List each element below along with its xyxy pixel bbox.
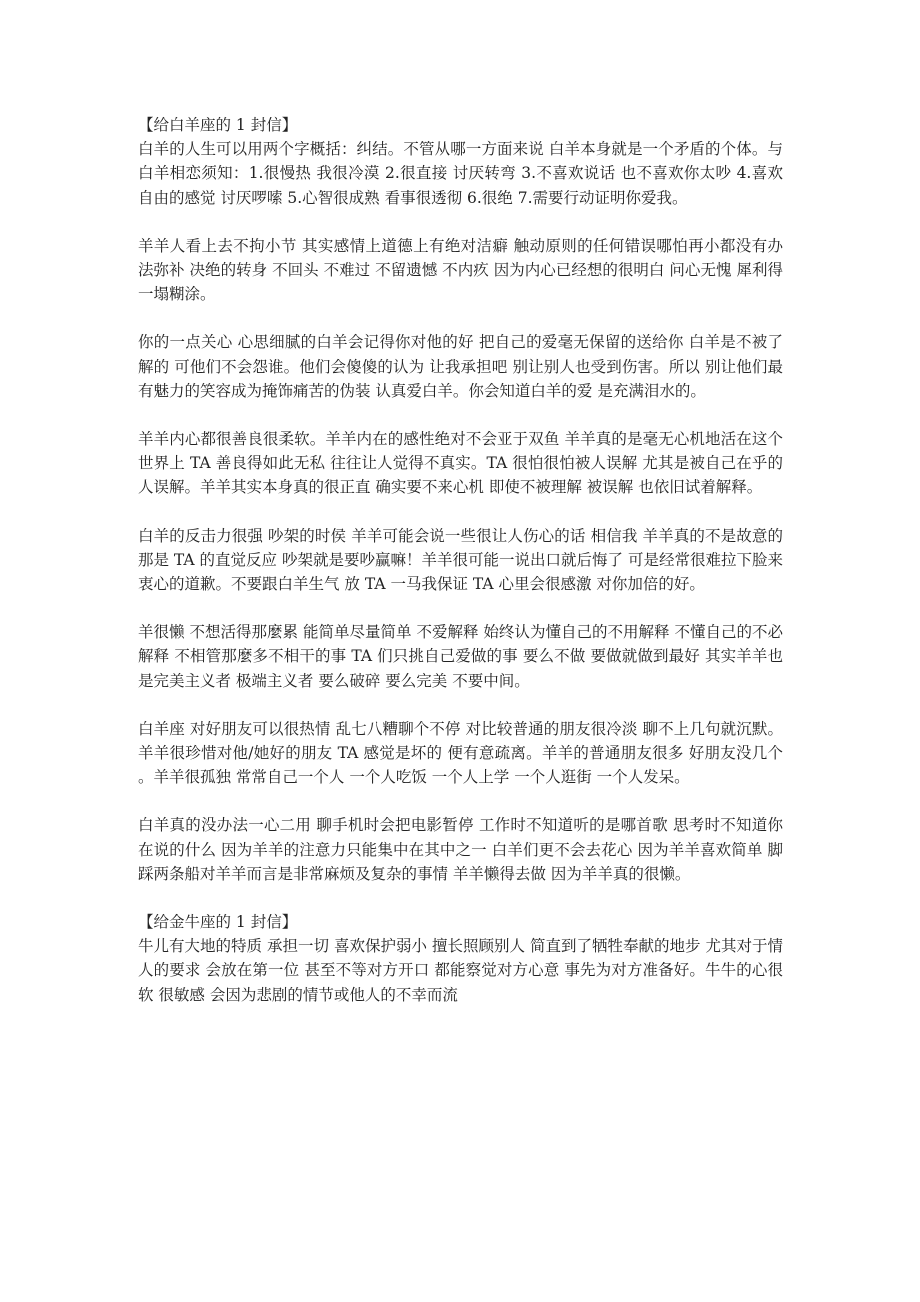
document-page	[138, 113, 783, 1007]
paragraph: 白羊真的没办法一心二用 聊手机时会把电影暂停 工作时不知道听的是哪首歌 思考时不知道你在说的什么 因为羊羊的注意力只能集中在其中之一 白羊们更不会去花心 因为羊羊喜欢简单 脚踩两条船对羊羊而言是非常麻烦及复杂的事情 羊羊懒得去做 因为羊羊真的很懒。	[138, 816, 783, 883]
paragraph: 白羊的反击力很强 吵架的时侯 羊羊可能会说一些很让人伤心的话 相信我 羊羊真的不是故意的 那是 TA 的直觉反应 吵架就是要吵赢嘛！羊羊很可能一说出口就后悔了 可是经常很难拉下脸来 衷心的道歉。不要跟白羊生气 放 TA 一马我保证 TA 心里会很感激 对你加倍的好。	[138, 526, 783, 594]
paragraph: 羊羊人看上去不拘小节 其实感情上道德上有绝对洁癖 触动原则的任何错误哪怕再小都没有办法弥补 决绝的转身 不回头 不难过 不留遗憾 不内疚 因为内心已经想的很明白 问心无愧 犀利得一塌糊涂。	[138, 236, 783, 304]
section-heading-taurus: 【给金牛座的 1 封信】	[138, 913, 298, 932]
section-heading-aries: 【给白羊座的 1 封信】	[138, 116, 298, 134]
paragraph: 羊很懒 不想活得那麼累 能简单尽量简单 不爱解释 始终认为懂自己的不用解释 不懂自己的不必解释 不相管那麼多不相干的事 TA 们只挑自己爱做的事 要么不做 要做就做到最好 其实羊羊也是完美主义者 极端主义者 要么破碎 要么完美 不要中间。	[138, 623, 783, 690]
paragraph: 你的一点关心 心思细腻的白羊会记得你对他的好 把自己的爱毫无保留的送给你 白羊是不被了解的 可他们不会怨谁。他们会傻傻的认为 让我承担吧 别让别人也受到伤害。所以 别让他们最有魅力的笑容成为掩饰痛苦的伪装 认真爱白羊。你会知道白羊的爱 是充满泪水的。	[138, 333, 783, 400]
paragraph: 白羊的人生可以用两个字概括：纠结。不管从哪一方面来说 白羊本身就是一个矛盾的个体。与白羊相恋须知：1.很慢热 我很冷漠 2.很直接 讨厌转弯 3.不喜欢说话 也不喜欢你太吵 4.喜欢自由的感觉 讨厌啰嗦 5.心智很成熟 看事很透彻 6.很绝 7.需要行动证明你爱我。	[138, 140, 783, 207]
paragraph: 牛儿有大地的特质 承担一切 喜欢保护弱小 擅长照顾别人 简直到了牺牲奉献的地步 尤其对于情人的要求 会放在第一位 甚至不等对方开口 都能察觉对方心意 事先为对方准备好。牛牛的心很软 很敏感 会因为悲剧的情节或他人的不幸而流	[138, 937, 783, 1004]
paragraph: 羊羊内心都很善良很柔软。羊羊内在的感性绝对不会亚于双鱼 羊羊真的是毫无心机地活在这个世界上 TA 善良得如此无私 往往让人觉得不真实。TA 很怕很怕被人误解 尤其是被自己在乎的人误解。羊羊其实本身真的很正直 确实要不来心机 即使不被理解 被误解 也依旧试着解释。	[138, 430, 783, 497]
paragraph: 白羊座 对好朋友可以很热情 乱七八糟聊个不停 对比较普通的朋友很冷淡 聊不上几句就沉默。羊羊很珍惜对他/她好的朋友 TA 感觉是坏的 便有意疏离。羊羊的普通朋友很多 好朋友没几个。羊羊很孤独 常常自己一个人 一个人吃饭 一个人上学 一个人逛街 一个人发呆。	[138, 719, 783, 787]
